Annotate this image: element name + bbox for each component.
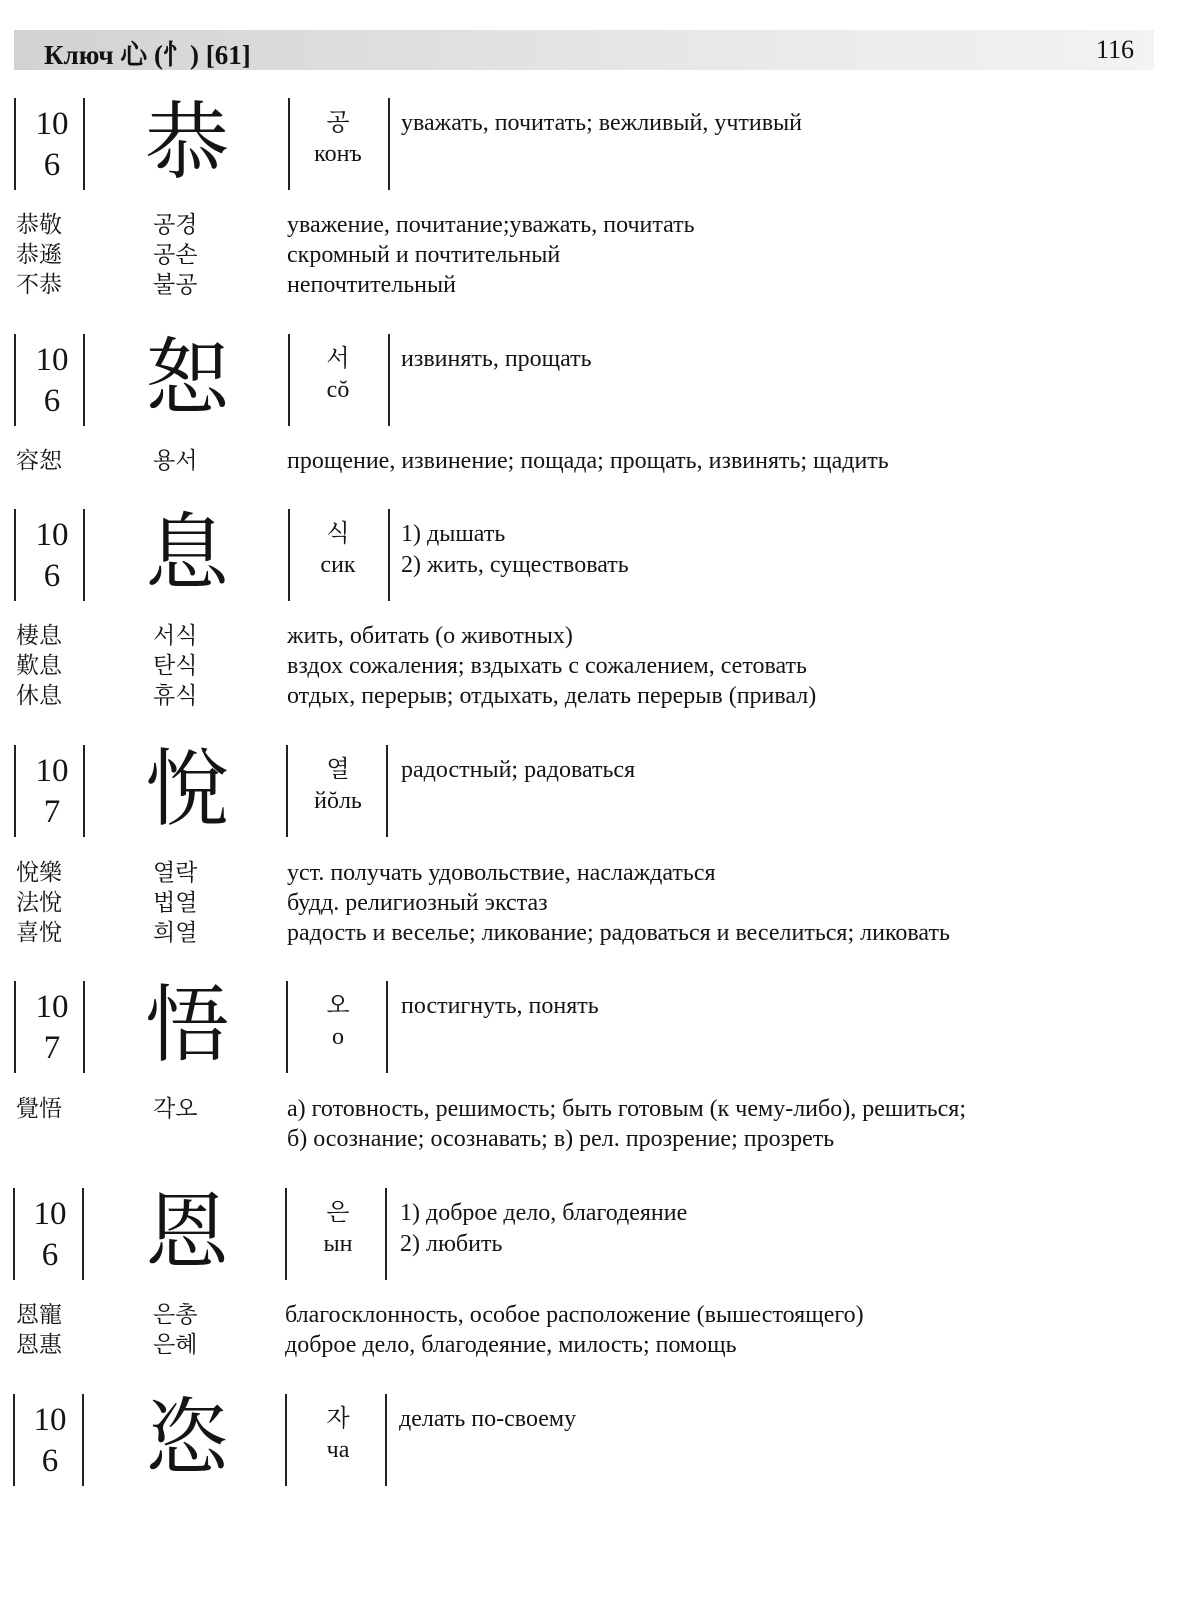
reading-hangul: 서 xyxy=(326,346,350,372)
compound-definition: скромный и почтительный xyxy=(287,242,561,268)
stroke-extra: 6 xyxy=(43,558,61,594)
compound-hangul: 용서 xyxy=(153,448,198,474)
stroke-count xyxy=(18,1194,82,1276)
compound-definition: будд. религиозный экстаз xyxy=(287,890,548,916)
compound-row xyxy=(0,1300,1177,1330)
stroke-count xyxy=(20,987,84,1069)
meaning xyxy=(401,519,1141,581)
meaning-line: постигнуть, понять xyxy=(401,993,599,1019)
stroke-count xyxy=(18,1400,82,1482)
reading xyxy=(292,108,384,170)
compound-hangul: 공손 xyxy=(153,242,198,268)
headword-character: 悟 xyxy=(144,976,229,1074)
compound-definition: отдых, перерыв; отдыхать, делать перерыв (привал) xyxy=(287,683,817,709)
dictionary-entry xyxy=(0,740,1177,946)
headword-character: 恕 xyxy=(144,329,229,427)
column-rule xyxy=(385,1394,387,1486)
meaning-line: уважать, почитать; вежливый, учтивый xyxy=(401,110,803,136)
stroke-total: 10 xyxy=(35,342,69,378)
compound-hanzi: 棲息 xyxy=(16,623,62,649)
compound-hangul: 열락 xyxy=(153,860,198,886)
stroke-total: 10 xyxy=(33,1196,67,1232)
compound-hangul: 불공 xyxy=(153,272,198,298)
compound-hanzi: 休息 xyxy=(16,683,62,709)
compound-hanzi: 喜悅 xyxy=(16,920,62,946)
column-rule xyxy=(285,1394,287,1486)
column-rule xyxy=(13,1394,15,1486)
column-rule xyxy=(388,334,390,426)
reading-cyrillic: сŏ xyxy=(326,377,350,403)
column-rule xyxy=(385,1188,387,1280)
column-rule xyxy=(386,745,388,837)
compound-hangul: 서식 xyxy=(153,623,198,649)
compound-row xyxy=(0,210,1177,240)
reading-cyrillic: йŏль xyxy=(314,788,362,814)
compound-definition: благосклонность, особое расположение (вышестоящего) xyxy=(285,1302,864,1328)
column-rule xyxy=(386,981,388,1073)
compound-row xyxy=(0,240,1177,270)
compound-definition: вздох сожаления; вздыхать с сожалением, сетовать xyxy=(287,653,807,679)
compound-row xyxy=(0,681,1177,711)
meaning xyxy=(401,755,1141,786)
compound-definition: радость и веселье; ликование; радоваться и веселиться; ликовать xyxy=(287,920,950,946)
reading xyxy=(292,755,384,817)
compound-hangul: 각오 xyxy=(153,1096,198,1122)
stroke-count xyxy=(20,104,84,186)
page-header xyxy=(14,30,1154,70)
meaning-line: радостный; радоваться xyxy=(401,757,636,783)
compound-row xyxy=(0,1094,1177,1154)
meaning xyxy=(401,108,1141,139)
column-rule xyxy=(82,1188,84,1280)
stroke-total: 10 xyxy=(35,106,69,142)
stroke-extra: 7 xyxy=(43,794,61,830)
stroke-count xyxy=(20,340,84,422)
column-rule xyxy=(14,509,16,601)
compound-hanzi: 恭敬 xyxy=(16,212,62,238)
dictionary-entry xyxy=(0,504,1177,709)
meaning-line: 1) дышать xyxy=(401,521,506,547)
compound-hanzi: 容恕 xyxy=(16,448,62,474)
column-rule xyxy=(388,509,390,601)
headword-character: 恩 xyxy=(144,1183,229,1281)
compound-row xyxy=(0,651,1177,681)
column-rule xyxy=(14,98,16,190)
reading-hangul: 식 xyxy=(326,521,350,547)
reading-cyrillic: ын xyxy=(323,1231,353,1257)
reading xyxy=(292,991,384,1053)
column-rule xyxy=(388,98,390,190)
column-rule xyxy=(13,1188,15,1280)
column-rule xyxy=(14,745,16,837)
compound-row xyxy=(0,1330,1177,1360)
compound-definition: непочтительный xyxy=(287,272,456,298)
reading-hangul: 은 xyxy=(326,1200,350,1226)
meaning-line: извинять, прощать xyxy=(401,346,592,372)
dictionary-entry xyxy=(0,93,1177,298)
dictionary-entry xyxy=(0,1389,1177,1494)
compound-hanzi: 恩惠 xyxy=(16,1332,62,1358)
compound-hangul: 은혜 xyxy=(153,1332,198,1358)
stroke-total: 10 xyxy=(35,753,69,789)
column-rule xyxy=(14,334,16,426)
reading xyxy=(292,519,384,581)
compound-definition: жить, обитать (о животных) xyxy=(287,623,573,649)
column-rule xyxy=(14,981,16,1073)
reading xyxy=(292,344,384,406)
compound-definition: уважение, почитание;уважать, почитать xyxy=(287,212,695,238)
compound-hangul: 휴식 xyxy=(153,683,198,709)
reading-cyrillic: сик xyxy=(320,552,356,578)
column-rule xyxy=(288,509,290,601)
compound-definition: уст. получать удовольствие, наслаждаться xyxy=(287,860,716,886)
stroke-extra: 7 xyxy=(43,1030,61,1066)
meaning xyxy=(401,344,1141,375)
compound-hanzi: 法悅 xyxy=(16,890,62,916)
reading xyxy=(292,1198,384,1260)
compound-hangul: 은총 xyxy=(153,1302,198,1328)
column-rule xyxy=(285,1188,287,1280)
headword-character: 恣 xyxy=(144,1389,229,1487)
headword-character: 恭 xyxy=(144,93,229,191)
compound-hangul: 탄식 xyxy=(153,653,198,679)
compound-row xyxy=(0,858,1177,888)
compound-hanzi: 不恭 xyxy=(16,272,62,298)
column-rule xyxy=(286,745,288,837)
meaning-line: 1) доброе дело, благодеяние xyxy=(400,1200,688,1226)
reading-hangul: 오 xyxy=(326,993,350,1019)
stroke-count xyxy=(20,515,84,597)
compound-hanzi: 悅樂 xyxy=(16,860,62,886)
reading-cyrillic: конъ xyxy=(314,141,362,167)
compound-definition: доброе дело, благодеяние, милость; помощь xyxy=(285,1332,737,1358)
stroke-extra: 6 xyxy=(43,383,61,419)
dictionary-entry xyxy=(0,976,1177,1161)
reading-hangul: 자 xyxy=(326,1406,350,1432)
compound-row xyxy=(0,888,1177,918)
compound-hangul: 공경 xyxy=(153,212,198,238)
dictionary-entry xyxy=(0,1183,1177,1358)
compound-hanzi: 恩寵 xyxy=(16,1302,62,1328)
stroke-extra: 6 xyxy=(41,1443,59,1479)
column-rule xyxy=(82,1394,84,1486)
compound-row xyxy=(0,446,1177,476)
stroke-count xyxy=(20,751,84,833)
meaning xyxy=(399,1404,1139,1435)
meaning-line: делать по-своему xyxy=(399,1406,577,1432)
compound-row xyxy=(0,270,1177,300)
reading-cyrillic: о xyxy=(332,1024,344,1050)
compound-hangul: 법열 xyxy=(153,890,198,916)
column-rule xyxy=(288,334,290,426)
stroke-extra: 6 xyxy=(41,1237,59,1273)
compound-definition: прощение, извинение; пощада; прощать, извинять; щадить xyxy=(287,448,889,474)
page-number: 116 xyxy=(1095,35,1134,64)
stroke-extra: 6 xyxy=(43,147,61,183)
compound-definition: а) готовность, решимость; быть готовым (к чему-либо), решиться; б) осознание; осознавать; в) рел. прозрение; прозреть xyxy=(287,1096,966,1152)
headword-character: 悅 xyxy=(144,740,229,838)
compound-hanzi: 恭遜 xyxy=(16,242,62,268)
meaning-line: 2) жить, существовать xyxy=(401,552,629,578)
dictionary-entry xyxy=(0,329,1177,474)
stroke-total: 10 xyxy=(33,1402,67,1438)
reading-hangul: 공 xyxy=(326,110,350,136)
compound-hangul: 희열 xyxy=(153,920,198,946)
radical-title: Ключ 心 (忄) [61] xyxy=(44,40,251,70)
stroke-total: 10 xyxy=(35,989,69,1025)
reading-cyrillic: ча xyxy=(326,1437,350,1463)
meaning xyxy=(401,991,1141,1022)
compound-hanzi: 歎息 xyxy=(16,653,62,679)
column-rule xyxy=(286,981,288,1073)
reading xyxy=(292,1404,384,1466)
meaning xyxy=(400,1198,1140,1260)
compound-hanzi: 覺悟 xyxy=(16,1096,62,1122)
compound-row xyxy=(0,621,1177,651)
meaning-line: 2) любить xyxy=(400,1231,503,1257)
headword-character: 息 xyxy=(144,504,229,602)
stroke-total: 10 xyxy=(35,517,69,553)
column-rule xyxy=(288,98,290,190)
reading-hangul: 열 xyxy=(326,757,350,783)
compound-row xyxy=(0,918,1177,948)
